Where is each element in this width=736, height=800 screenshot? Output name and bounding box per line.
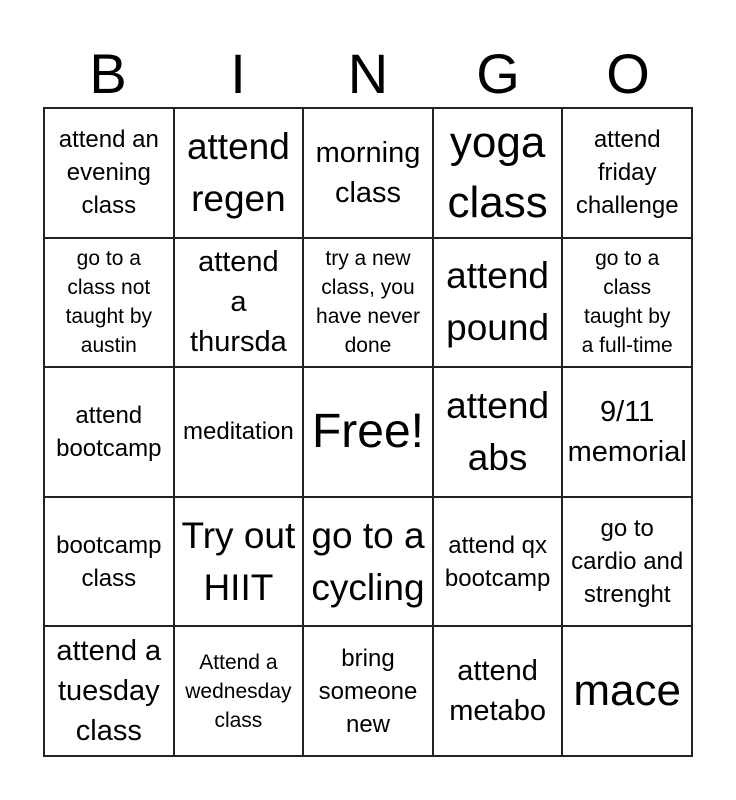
cell-text: Attend a wednesday class xyxy=(185,650,292,732)
cell-text: bootcamp class xyxy=(56,531,162,592)
cell-text: go to a cycling xyxy=(311,514,425,608)
bingo-cell-r3-c1[interactable] xyxy=(44,367,174,497)
cell-text: attend abs xyxy=(446,384,550,478)
bingo-cell-r1-c3[interactable] xyxy=(303,108,433,238)
cell-text: meditation xyxy=(183,418,294,446)
header-letter-n: N xyxy=(347,42,389,105)
bingo-cell-r2-c2[interactable] xyxy=(174,238,304,368)
cell-text: attend metabo xyxy=(449,655,546,728)
bingo-cell-r4-c4[interactable] xyxy=(433,497,563,627)
bingo-cell-r2-c3[interactable] xyxy=(303,238,433,368)
cell-text: Try out HIIT xyxy=(181,514,296,608)
bingo-cell-r1-c5[interactable] xyxy=(562,108,692,238)
bingo-cell-r3-c2[interactable] xyxy=(174,367,304,497)
cell-text: attend friday challenge xyxy=(575,126,679,220)
bingo-board xyxy=(43,107,693,757)
bingo-cell-r4-c3[interactable] xyxy=(303,497,433,627)
bingo-cell-r5-c3[interactable] xyxy=(303,626,433,756)
bingo-cell-r2-c4[interactable] xyxy=(433,238,563,368)
cell-text: attend a thursda xyxy=(190,246,287,359)
cell-text: attend bootcamp xyxy=(56,401,162,462)
bingo-cell-r5-c4[interactable] xyxy=(433,626,563,756)
cell-text: go to a class taught by a full-time xyxy=(581,247,673,358)
free-space-label: Free! xyxy=(311,404,424,458)
cell-text: go to cardio and strenght xyxy=(571,515,684,609)
bingo-cell-free[interactable] xyxy=(303,367,433,497)
bingo-cell-r4-c5[interactable] xyxy=(562,497,692,627)
bingo-cell-r4-c1[interactable] xyxy=(44,497,174,627)
cell-text: attend qx bootcamp xyxy=(444,531,551,592)
cell-text: attend regen xyxy=(186,125,290,219)
cell-text: try a new class, you have never done xyxy=(316,247,420,358)
bingo-cell-r1-c4[interactable] xyxy=(433,108,563,238)
bingo-cell-r5-c5[interactable] xyxy=(562,626,692,756)
header-letter-g: G xyxy=(476,42,520,105)
bingo-cell-r2-c5[interactable] xyxy=(562,238,692,368)
cell-text: attend an evening class xyxy=(58,126,159,220)
bingo-cell-r2-c1[interactable] xyxy=(44,238,174,368)
bingo-header xyxy=(43,40,693,108)
cell-text: go to a class not taught by austin xyxy=(65,247,152,358)
bingo-cell-r1-c1[interactable] xyxy=(44,108,174,238)
header-letter-o: O xyxy=(606,42,650,105)
cell-text: bring someone new xyxy=(318,644,418,738)
cell-text: 9/11 memorial xyxy=(567,395,687,468)
cell-text: mace xyxy=(573,666,681,716)
header-letter-b: B xyxy=(89,42,127,105)
bingo-cell-r5-c2[interactable] xyxy=(174,626,304,756)
cell-text: morning class xyxy=(315,136,421,209)
cell-text: attend pound xyxy=(446,255,550,349)
cell-text: attend a tuesday class xyxy=(56,635,162,748)
bingo-cell-r1-c2[interactable] xyxy=(174,108,304,238)
bingo-cell-r3-c4[interactable] xyxy=(433,367,563,497)
bingo-cell-r4-c2[interactable] xyxy=(174,497,304,627)
bingo-cell-r3-c5[interactable] xyxy=(562,367,692,497)
cell-text: yoga class xyxy=(447,117,548,227)
header-letter-i: I xyxy=(230,42,246,105)
bingo-cell-r5-c1[interactable] xyxy=(44,626,174,756)
